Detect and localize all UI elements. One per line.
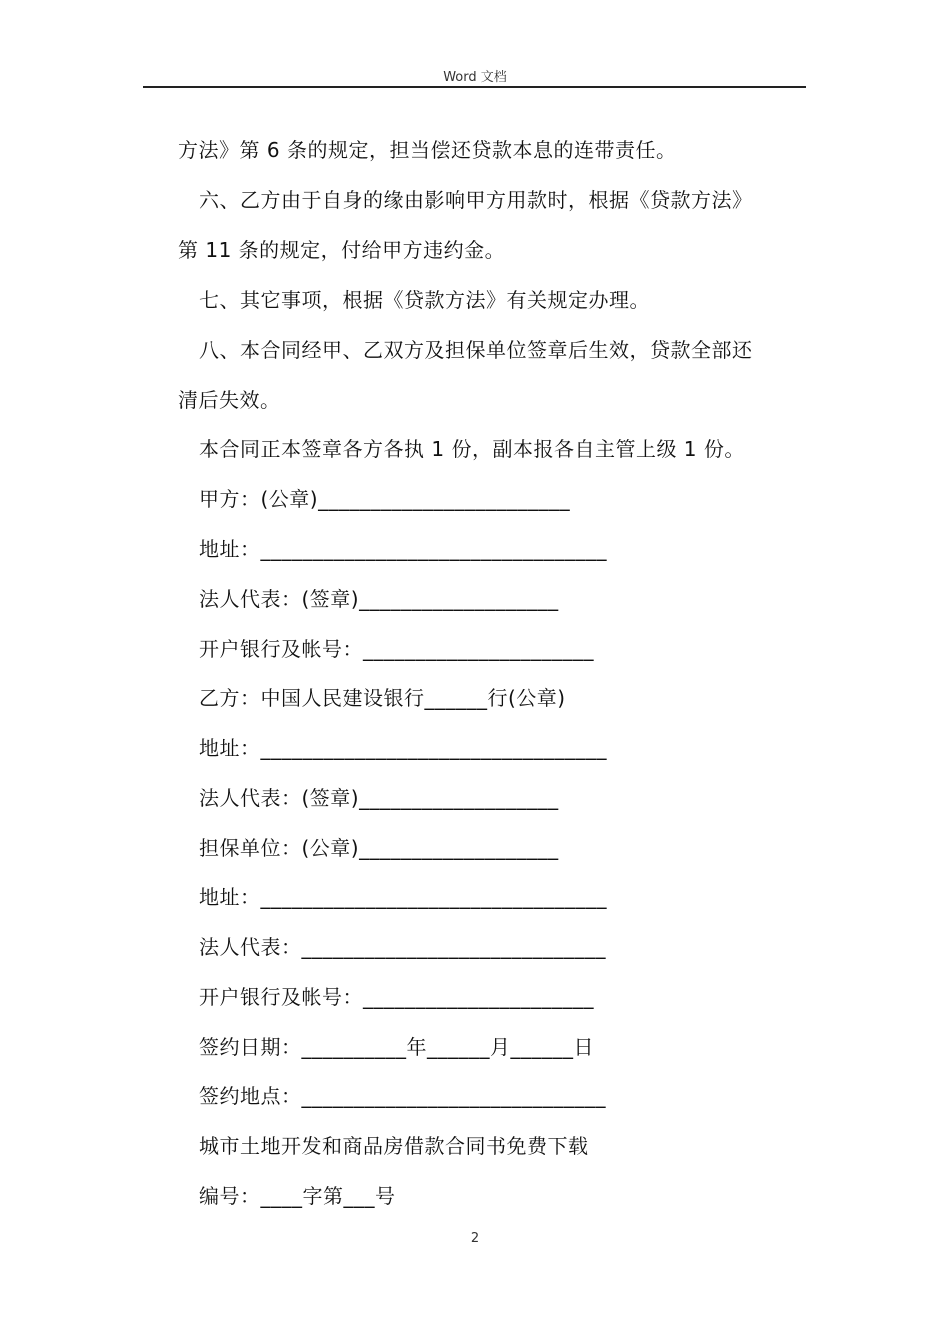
signing-date-line: 签约日期：__________年______月______日 <box>199 1035 594 1059</box>
signature-line-party-a: 甲方：(公章)________________________ <box>199 487 571 511</box>
text-line: 方法》第 6 条的规定，担当偿还贷款本息的连带责任。 <box>178 138 677 162</box>
document-title: 城市土地开发和商品房借款合同书免费下载 <box>199 1134 589 1158</box>
bank-account-line: 开户银行及帐号：______________________ <box>199 985 594 1009</box>
document-number-line: 编号：____字第___号 <box>199 1184 396 1208</box>
legal-rep-line: 法人代表：(签章)___________________ <box>199 786 559 810</box>
legal-rep-line: 法人代表：_____________________________ <box>199 935 606 959</box>
legal-rep-line: 法人代表：(签章)___________________ <box>199 587 559 611</box>
address-line: 地址：_________________________________ <box>199 736 607 760</box>
text-line: 八、本合同经甲、乙双方及担保单位签章后生效，贷款全部还 <box>199 338 753 362</box>
signature-line-party-b: 乙方：中国人民建设银行______行(公章) <box>199 686 566 710</box>
header-rule <box>143 86 806 88</box>
text-line: 清后失效。 <box>178 388 281 412</box>
signing-place-line: 签约地点：_____________________________ <box>199 1084 606 1108</box>
bank-account-line: 开户银行及帐号：______________________ <box>199 637 594 661</box>
text-line: 第 11 条的规定，付给甲方违约金。 <box>178 238 506 262</box>
text-line: 六、乙方由于自身的缘由影响甲方用款时，根据《贷款方法》 <box>199 188 753 212</box>
text-line: 七、其它事项，根据《贷款方法》有关规定办理。 <box>199 288 650 312</box>
address-line: 地址：_________________________________ <box>199 537 607 561</box>
page-number: 2 <box>470 1231 480 1246</box>
guarantor-line: 担保单位：(公章)___________________ <box>199 836 559 860</box>
text-line: 本合同正本签章各方各执 1 份，副本报各自主管上级 1 份。 <box>199 437 745 461</box>
address-line: 地址：_________________________________ <box>199 885 607 909</box>
page-header: Word 文档 <box>443 70 507 85</box>
